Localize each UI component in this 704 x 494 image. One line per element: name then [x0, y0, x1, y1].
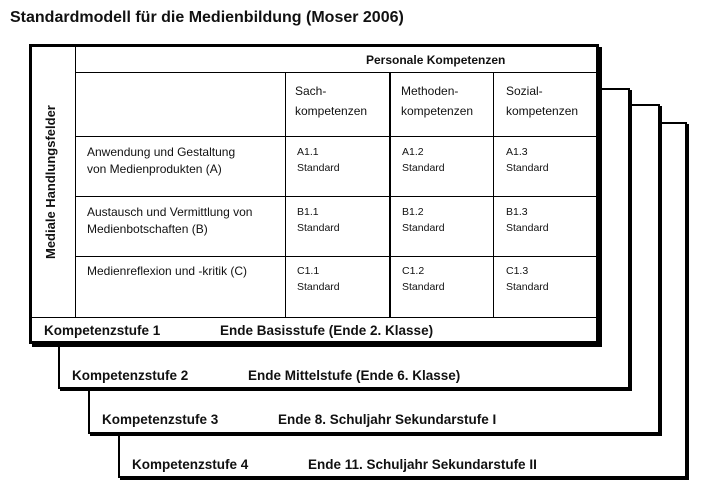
- level-2-desc: Ende Mittelstufe (Ende 6. Klasse): [248, 368, 461, 383]
- cell-b1-3: B1.3 Standard: [506, 206, 549, 234]
- grid-line: [32, 317, 599, 318]
- level-4-desc: Ende 11. Schuljahr Sekundarstufe II: [308, 457, 537, 472]
- level-2-name: Kompetenzstufe 2: [72, 368, 189, 383]
- level-1-name: Kompetenzstufe 1: [44, 323, 161, 338]
- column-header-methoden: Methoden- kompetenzen: [401, 84, 474, 118]
- column-header-sozial: Sozial- kompetenzen: [506, 84, 579, 118]
- column-header-sach: Sach- kompetenzen: [295, 84, 368, 118]
- row-label-a: Anwendung und Gestaltung von Medienprodukten (A): [87, 145, 236, 176]
- cell-a1-1: A1.1 Standard: [297, 146, 340, 174]
- grid-line: [493, 72, 494, 317]
- level-3-name: Kompetenzstufe 3: [102, 412, 219, 427]
- diagram-title: Standardmodell für die Medienbildung (Moser 2006): [10, 9, 404, 26]
- level-1-desc: Ende Basisstufe (Ende 2. Klasse): [220, 323, 434, 338]
- level-1-card: [29, 44, 599, 344]
- cell-c1-2: C1.2 Standard: [402, 265, 445, 293]
- level-4-name: Kompetenzstufe 4: [132, 457, 249, 472]
- row-label-c: Medienreflexion und -kritik (C): [87, 264, 248, 278]
- grid-line: [389, 72, 391, 317]
- cell-b1-2: B1.2 Standard: [402, 206, 445, 234]
- cell-a1-2: A1.2 Standard: [402, 146, 445, 174]
- cell-b1-1: B1.1 Standard: [297, 206, 340, 234]
- row-label-b: Austausch und Vermittlung von Medienbotschaften (B): [87, 205, 253, 236]
- personal-competencies-header: Personale Kompetenzen: [366, 53, 506, 67]
- grid-line: [285, 72, 286, 317]
- grid-line: [75, 136, 599, 137]
- grid-line: [75, 72, 599, 73]
- cell-a1-3: A1.3 Standard: [506, 146, 549, 174]
- level-3-desc: Ende 8. Schuljahr Sekundarstufe I: [278, 412, 497, 427]
- cell-c1-3: C1.3 Standard: [506, 265, 549, 293]
- grid-line: [75, 196, 599, 197]
- cell-c1-1: C1.1 Standard: [297, 265, 340, 293]
- vertical-axis-label: Mediale Handlungsfelder: [43, 105, 58, 259]
- grid-line: [75, 47, 76, 317]
- grid-line: [75, 256, 599, 257]
